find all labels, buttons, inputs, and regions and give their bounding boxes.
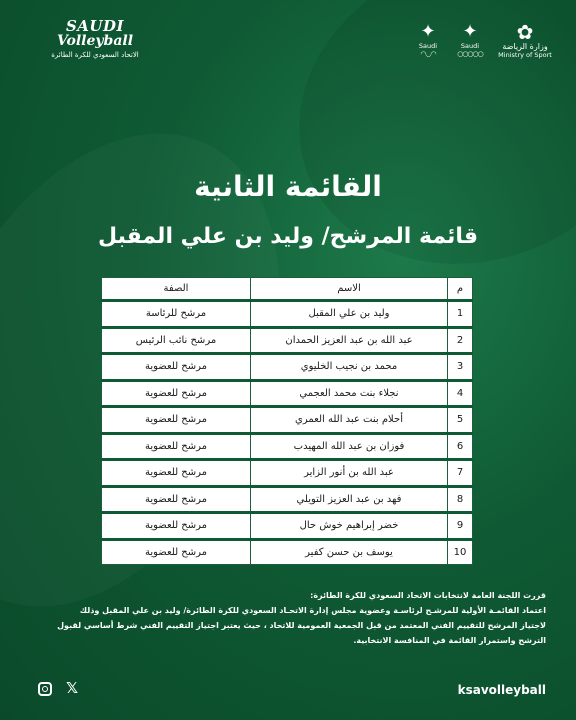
row-num: 2 xyxy=(448,327,473,354)
page-title: القائمة الثانية xyxy=(194,170,382,203)
row-num: 7 xyxy=(448,460,473,487)
row-num: 1 xyxy=(448,301,473,328)
row-role: مرشح للعضوية xyxy=(102,433,251,460)
row-role: مرشح نائب الرئيس xyxy=(102,327,251,354)
row-role: مرشح للعضوية xyxy=(102,380,251,407)
table-row xyxy=(102,301,473,328)
social-handle[interactable]: ksavolleyball xyxy=(457,683,546,697)
brand-top: SAUDI xyxy=(65,17,125,35)
candidates-table xyxy=(101,277,473,565)
row-num: 4 xyxy=(448,380,473,407)
row-role: مرشح للعضوية xyxy=(102,486,251,513)
table-row xyxy=(102,460,473,487)
note-line: الترشح واستمرار القائمة في المنافسة الانتخابية. xyxy=(353,636,546,645)
paralympic-icon: ◠◡◠ xyxy=(420,50,436,58)
table-row xyxy=(102,433,473,460)
row-name: يوسف بن حسن كفير xyxy=(251,539,448,565)
row-name: فهد بن عبد العزيز التويلي xyxy=(251,486,448,513)
table-row xyxy=(102,486,473,513)
ministry-star-icon: ✿ xyxy=(516,20,534,44)
row-name: فوزان بن عبد الله المهيدب xyxy=(251,433,448,460)
announcement-note xyxy=(26,588,546,648)
row-num: 3 xyxy=(448,354,473,381)
palm-icon: ✦ xyxy=(462,21,478,42)
brand-bottom: Volleyball xyxy=(56,33,134,49)
row-num: 10 xyxy=(448,539,473,565)
note-line: قررت اللجنة العامة لانتخابات الاتحاد السعودي للكرة الطائرة: xyxy=(310,591,546,600)
header-name: الاسم xyxy=(251,278,448,301)
row-num: 5 xyxy=(448,407,473,434)
header-num: م xyxy=(448,278,473,301)
federation-name: الاتحاد السعودي للكرة الطائرة xyxy=(51,51,139,59)
olympic-rings-icon: ○○○○○ xyxy=(457,50,483,58)
row-name: عبد الله بن أنور الزاير xyxy=(251,460,448,487)
row-num: 6 xyxy=(448,433,473,460)
table-row xyxy=(102,327,473,354)
row-role: مرشح للرئاسة xyxy=(102,301,251,328)
row-name: أحلام بنت عبد الله العمري xyxy=(251,407,448,434)
row-role: مرشح للعضوية xyxy=(102,407,251,434)
federation-logo xyxy=(30,18,160,68)
table-row xyxy=(102,380,473,407)
table-row xyxy=(102,354,473,381)
ministry-logo: ✿ وزارة الرياضة Ministry of Sport xyxy=(496,22,554,59)
row-name: عبد الله بن عبد العزيز الحمدان xyxy=(251,327,448,354)
table-row xyxy=(102,539,473,565)
row-name: خضر إبراهيم خوش حال xyxy=(251,513,448,540)
sponsor-logos xyxy=(412,22,554,59)
header-role: الصفة xyxy=(102,278,251,301)
row-role: مرشح للعضوية xyxy=(102,539,251,565)
row-name: وليد بن علي المقبل xyxy=(251,301,448,328)
row-name: نجلاء بنت محمد العجمي xyxy=(251,380,448,407)
table-header-row xyxy=(102,278,473,301)
instagram-icon[interactable] xyxy=(38,682,52,696)
row-role: مرشح للعضوية xyxy=(102,513,251,540)
page-subtitle: قائمة المرشح/ وليد بن علي المقبل xyxy=(97,224,479,249)
table-row xyxy=(102,513,473,540)
row-num: 9 xyxy=(448,513,473,540)
row-name: محمد بن نجيب الخليوي xyxy=(251,354,448,381)
social-icons xyxy=(38,681,78,696)
table-row xyxy=(102,407,473,434)
note-line: اعتماد القائمـة الأولية للمرشـح لرئاسـة وعضوية مجلس إدارة الاتحـاد السعودي للكرة الطائرة/ وليد بن علي المقبل وذلك xyxy=(79,606,546,615)
row-num: 8 xyxy=(448,486,473,513)
row-role: مرشح للعضوية xyxy=(102,354,251,381)
saudi-emblem-olympic: ✦ Saudi ○○○○○ xyxy=(454,22,486,58)
x-icon[interactable]: 𝕏 xyxy=(66,679,79,697)
note-line: لاجتياز المرشح للتقييم الفني المعتمد من قبل الجمعية العمومية للاتحاد ، حيث يعتبر اجتياز التقييم الفني شرط أساسي لقبول xyxy=(57,621,546,630)
palm-icon: ✦ xyxy=(420,21,436,42)
row-role: مرشح للعضوية xyxy=(102,460,251,487)
saudi-emblem-paralympic: ✦ Saudi ◠◡◠ xyxy=(412,22,444,58)
